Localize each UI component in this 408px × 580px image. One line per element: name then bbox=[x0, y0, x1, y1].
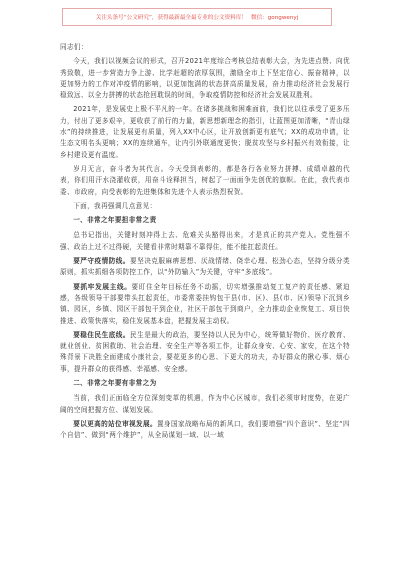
section-heading-1: 一、非常之年要担非常之责 bbox=[73, 216, 157, 225]
lead-development: 要抓牢发展主线。 bbox=[73, 282, 132, 291]
lead-livelihood: 要稳住民生底线。 bbox=[73, 330, 130, 339]
banner-wechat-text: 微信：gongwenyj bbox=[250, 15, 299, 21]
banner-promo-text: 关注头条号“公文研究”，获得最新最全最专业的公文资料库！ bbox=[95, 15, 247, 21]
section-heading-2: 二、非常之年要有非常之为 bbox=[73, 379, 157, 388]
text-epidemic: 要坚决克服麻痹思想、厌战情绪、侥幸心理、松劲心态，坚持分级分类原则，抓实抓细各项防控工作，以“外防输入”为关键，守牢“多底线”。 bbox=[60, 257, 350, 277]
paragraph-livelihood-line bbox=[60, 330, 350, 375]
paragraph-party-spirit: 总书记指出，关键时刻冲得上去、危难关头豁得出来，才是真正的共产党人。党性强不强、政治上过不过得硬，关键看非常时期靠不靠得住，能不能扛起责任。 bbox=[60, 231, 350, 251]
paragraph-opportunity: 当前，我们正面临全方位深刻变革的机遇，作为中心区城市，我们必须审时度势，在更广阔的空间把握方位、谋划发展。 bbox=[60, 394, 350, 414]
text-livelihood: 民生是最大的政治，要坚持以人民为中心，统筹做好物价、医疗教育、就业创业、贫困救助、社会治理、安全生产等各项工作，让群众身安、心安、家安，在这个特殊背景下决胜全面建成小康社会，要花更多的心思、下更大的功夫，办好群众的揪心事、烦心事，提升群众的获得感、幸福感、安全感。 bbox=[60, 330, 350, 373]
paragraph-development-line bbox=[60, 282, 350, 327]
paragraph-vision bbox=[60, 419, 350, 442]
paragraph-intro: 今天，我们以视频会议的形式，召开2021年度综合考核总结表彰大会，为先进点赞、向优秀致敬，进一步营造力争上游、比学赶超的浓厚氛围，激励全市上下坚定信心、振奋精神，以更加努力的工作对冲疫情的影响，以更加饱满的状态拼高质量发展，奋力推动经济社会发展行稳致远、以全力拼搏的状态抢回耽误的时间，争取疫情防控和经济社会发展双胜利。 bbox=[60, 57, 350, 100]
paragraph-transition: 下面，我再强调几点意见： bbox=[73, 201, 157, 210]
text-vision: 置身国家战略布局的新风口，我们要增强“四个意识”、坚定“四个自信”、做到“两个维护”，从全局谋划一域、以一域 bbox=[60, 419, 350, 440]
document-body bbox=[60, 42, 350, 445]
paragraph-epidemic-line bbox=[60, 256, 350, 279]
lead-epidemic: 要严守疫情防线。 bbox=[73, 257, 130, 266]
paragraph-congratulations: 岁月无言，奋斗者为其代言。今天受到表彰的，都是各行各业努力拼搏、成绩卓越的代表，你们用汗水浇灌收获，用奋斗诠释担当，树起了一面面争先创优的旗帜。在此，我代表市委、市政府，向受表彰的先进集体和先进个人表示热烈祝贺。 bbox=[60, 164, 350, 196]
salutation: 同志们： bbox=[60, 43, 88, 51]
lead-vision: 要以更高的站位审视发展。 bbox=[73, 419, 158, 428]
paragraph-2021-review: 2021年，是发展史上极不平凡的一年。在诸多挑战和困难面前，我们比以往承受了更多压力，付出了更多艰辛，更收获了前行的力量，新思想新理念的指引，让蓝图更加清晰，“青山绿水”的持续推进，让发展更有质量，列入XX中心区，让开放创新更有底气；XX的成功申请，让生态文明名头更响；XX的连续通车，让内引外联通度更快；脱贫攻坚与乡村振兴有效衔接，让乡村建设更有温度。 bbox=[60, 105, 350, 159]
header-banner[interactable] bbox=[62, 8, 332, 26]
text-development: 要盯住全年目标任务不动摇，切实增强推动复工复产的责任感、紧迫感，各级领导干部要带头扛起责任，市委常委挂钩包干县(市、区)、县(市、区)领导下沉到乡镇、园区，乡镇、园区干部包干到企业，社区干部包干到商户，全力推动企业恢复工、项目快推进、政策快落实，稳住发展基本盘，把握发展主动权。 bbox=[60, 282, 350, 325]
